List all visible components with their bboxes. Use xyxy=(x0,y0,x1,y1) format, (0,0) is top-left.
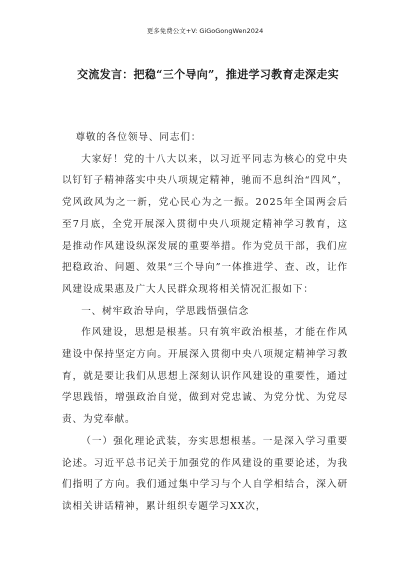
paragraph-intro: 大家好！党的十八大以来，以习近平同志为核心的党中央以钉钉子精神落实中央八项规定精神，驰而不息纠治“四风”，党风政风为之一新，党心民心为之一振。2025年全国两会后至7月底，全党开展深入贯彻中央八项规定精神学习教育，这是推动作风建设纵深发展的重要举措。作为党员干部，我们应把稳政治、问题、效果“三个导向”一体推进学、查、改，让作风建设成果惠及广大人民群众现将相关情况汇报如下： xyxy=(62,153,348,295)
salutation: 尊敬的各位领导、同志们： xyxy=(75,132,202,143)
document-body xyxy=(62,127,348,518)
section-heading-1: 一、树牢政治导向，学思践悟强信念 xyxy=(81,305,250,317)
header-note: 更多免费公文+V: GiGoGongWen2024 xyxy=(146,27,264,35)
paragraph-section-1: 作风建设，思想是根基。只有筑牢政治根基，才能在作风建设中保持坚定方向。开展深入贯彻中央八项规定精神学习教育，就是要让我们从思想上深刻认识作风建设的重要性，通过学思践悟，增强政治自觉，做到对党忠诚、为党分忧、为党尽责、为党奉献。 xyxy=(62,327,348,426)
paragraph-subsection-1: （一）强化理论武装，夯实思想根基。一是深入学习重要论述。习近平总书记关于加强党的作风建设的重要论述，为我们指明了方向。我们通过集中学习与个人自学相结合，深入研读相关讲话精神，累计组织专题学习XX次， xyxy=(62,435,348,512)
document-title: 交流发言：把稳“三个导向”，推进学习教育走深走实 xyxy=(77,68,339,81)
